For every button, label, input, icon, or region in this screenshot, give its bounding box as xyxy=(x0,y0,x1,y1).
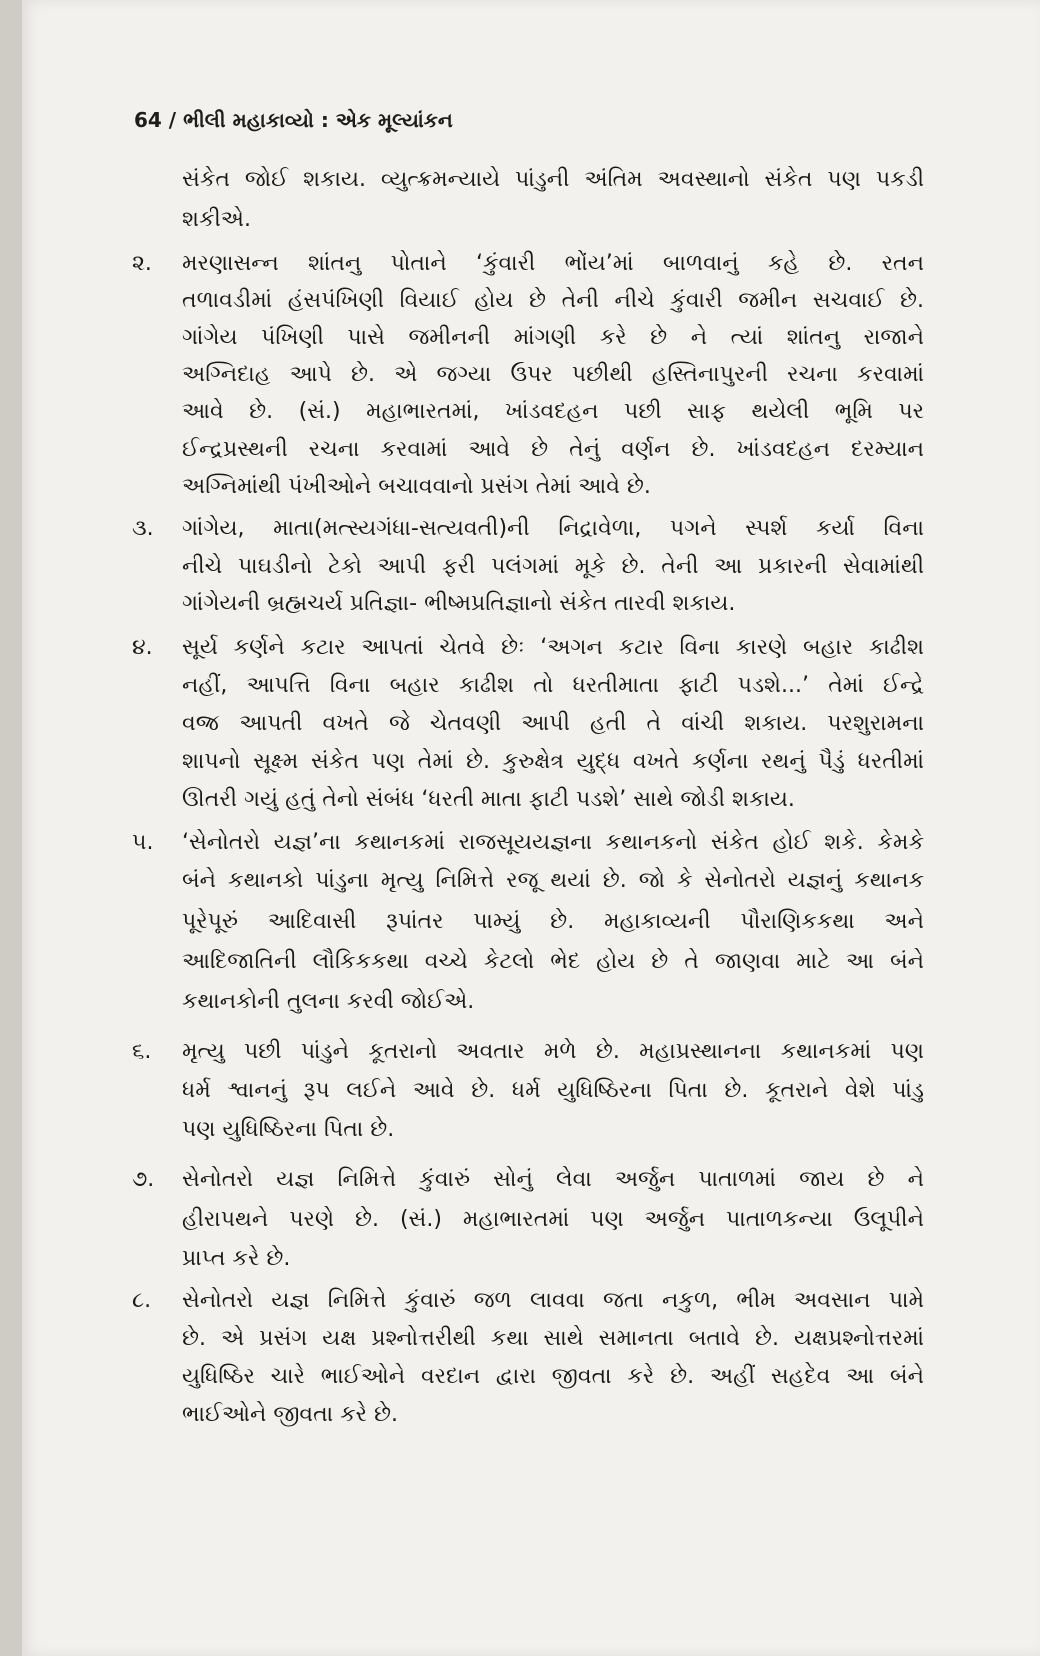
item-line: શાપનો સૂક્ષ્મ સંકેત પણ તેમાં છે. કુરુક્ષેત્ર યુદ્ધ વખતે કર્ણના રથનું પૈડું ધરતીમાં xyxy=(182,749,924,774)
item-line: છે. એ પ્રસંગ યક્ષ પ્રશ્નોત્તરીથી કથા સાથે સમાનતા બતાવે છે. યક્ષપ્રશ્નોત્તરમાં xyxy=(182,1326,924,1351)
item-number: ૩. xyxy=(132,516,154,541)
item-line: ગાંગેય, માતા(મત્સ્યગંધા-સત્યવતી)ની નિદ્રાવેળા, પગને સ્પર્શ કર્યા વિના xyxy=(182,516,924,541)
item-line: નીચે પાઘડીનો ટેકો આપી ફરી પલંગમાં મૂકે છે. તેની આ પ્રકારની સેવામાંથી xyxy=(182,554,924,579)
item-line: ધર્મ શ્વાનનું રૂપ લઈને આવે છે. ધર્મ યુધિષ્ઠિરના પિતા છે. કૂતરાને વેશે પાંડુ xyxy=(182,1078,924,1103)
item-number: ૫. xyxy=(132,830,154,855)
item-line: ઈન્દ્રપ્રસ્થની રચના કરવામાં આવે છે તેનું વર્ણન છે. ખાંડવદહન દરમ્યાન xyxy=(182,437,924,462)
item-line: યુધિષ્ઠિર ચારે ભાઈઓને વરદાન દ્વારા જીવતા કરે છે. અહીં સહદેવ આ બંને xyxy=(182,1364,924,1389)
item-line: બંને કથાનકો પાંડુના મૃત્યુ નિમિત્તે રજૂ થયાં છે. જો કે સેનોતરો યજ્ઞનું કથાનક xyxy=(182,868,924,893)
item-line: અગ્નિમાંથી પંખીઓને બચાવવાનો પ્રસંગ તેમાં આવે છે. xyxy=(182,474,651,499)
item-line: ગાંગેયની બ્રહ્મચર્ય પ્રતિજ્ઞા- ભીષ્મપ્રતિજ્ઞાનો સંકેત તારવી શકાય. xyxy=(182,591,736,616)
item-line: કથાનકોની તુલના કરવી જોઈએ. xyxy=(182,989,475,1014)
item-line: હીરાપથને પરણે છે. (સં.) મહાભારતમાં પણ અર્જુન પાતાળકન્યા ઉલૂપીને xyxy=(182,1207,924,1232)
item-number: ૬. xyxy=(132,1039,152,1064)
item-line: સેનોતરો યજ્ઞ નિમિત્તે કુંવારું સોનું લેવા અર્જુન પાતાળમાં જાય છે ને xyxy=(182,1167,924,1192)
item-line: આવે છે. (સં.) મહાભારતમાં, ખાંડવદહન પછી સાફ થયેલી ભૂમિ પર xyxy=(182,399,924,424)
book-page xyxy=(22,0,1040,1656)
running-header: 64 / ભીલી મહાકાવ્યો : એક મૂલ્યાંકન xyxy=(134,108,453,132)
item-number: ૮. xyxy=(132,1288,152,1313)
intro-line: સંકેત જોઈ શકાય. વ્યુત્ક્રમન્યાયે પાંડુની અંતિમ અવસ્થાનો સંકેત પણ પકડી xyxy=(182,167,924,192)
item-line: સૂર્ય કર્ણને કટાર આપતાં ચેતવે છેઃ ‘અગન કટાર વિના કારણે બહાર કાઢીશ xyxy=(182,635,924,660)
item-line: ગાંગેય પંખિણી પાસે જમીનની માંગણી કરે છે ને ત્યાં શાંતનુ રાજાને xyxy=(182,325,924,350)
item-number: ૨. xyxy=(132,251,152,276)
item-line: મરણાસન્ન શાંતનુ પોતાને ‘કુંવારી ભોંય’માં બાળવાનું કહે છે. રતન xyxy=(182,251,924,276)
item-number: ૭. xyxy=(132,1167,155,1192)
item-line: તળાવડીમાં હંસપંખિણી વિયાઈ હોય છે તેની નીચે કુંવારી જમીન સચવાઈ છે. xyxy=(182,288,924,313)
item-line: મૃત્યુ પછી પાંડુને કૂતરાનો અવતાર મળે છે. મહાપ્રસ્થાનના કથાનકમાં પણ xyxy=(182,1039,924,1064)
item-line: પૂરેપૂરું આદિવાસી રૂપાંતર પામ્યું છે. મહાકાવ્યની પૌરાણિકકથા અને xyxy=(182,909,924,934)
item-number: ૪. xyxy=(132,635,153,660)
item-line: સેનોતરો યજ્ઞ નિમિત્તે કુંવારું જળ લાવવા જતા નકુળ, ભીમ અવસાન પામે xyxy=(182,1288,924,1313)
item-line: પણ યુધિષ્ઠિરના પિતા છે. xyxy=(182,1117,395,1142)
item-line: પ્રાપ્ત કરે છે. xyxy=(182,1246,291,1271)
intro-line: શકીએ. xyxy=(182,207,251,232)
item-line: અગ્નિદાહ આપે છે. એ જગ્યા ઉપર પછીથી હસ્તિનાપુરની રચના કરવામાં xyxy=(182,362,924,387)
item-line: ઊતરી ગયું હતું તેનો સંબંધ ‘ધરતી માતા ફાટી પડશે’ સાથે જોડી શકાય. xyxy=(182,787,795,812)
item-line: આદિજાતિની લૌકિકકથા વચ્ચે કેટલો ભેદ હોય છે તે જાણવા માટે આ બંને xyxy=(182,949,924,974)
item-line: ભાઈઓને જીવતા કરે છે. xyxy=(182,1402,399,1427)
item-line: વજ્ર આપતી વખતે જે ચેતવણી આપી હતી તે વાંચી શકાય. પરશુરામના xyxy=(182,711,924,736)
item-line: નહીં, આપત્તિ વિના બહાર કાઢીશ તો ધરતીમાતા ફાટી પડશે...’ તેમાં ઈન્દ્રે xyxy=(182,673,924,698)
item-line: ‘સેનોતરો યજ્ઞ’ના કથાનકમાં રાજસૂયયજ્ઞના કથાનકનો સંકેત હોઈ શકે. કેમકે xyxy=(182,830,924,855)
